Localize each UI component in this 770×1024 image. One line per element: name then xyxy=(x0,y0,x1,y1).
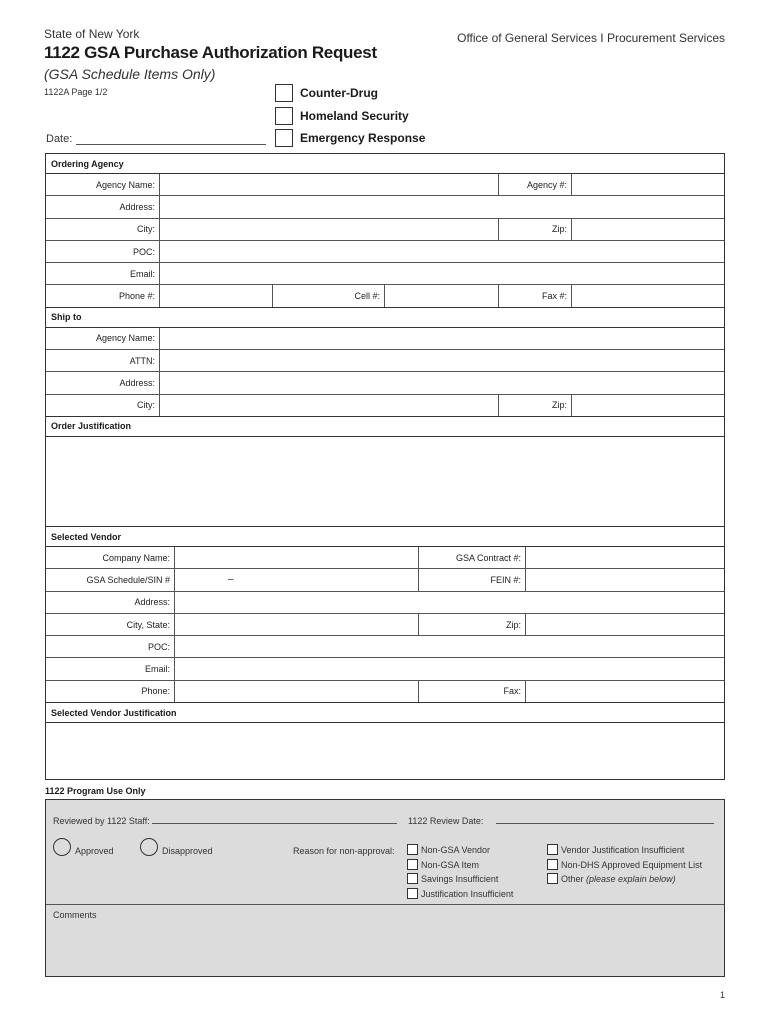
vendor-schedule-input[interactable]: – xyxy=(175,569,419,590)
vendor-schedule-label: GSA Schedule/SIN # xyxy=(46,569,175,590)
checkbox-row-homeland-security xyxy=(275,105,425,127)
vendor-zip-label: Zip: xyxy=(419,614,526,635)
ship-attn-row xyxy=(46,350,724,372)
agency-cell-input[interactable] xyxy=(385,285,499,306)
review-date-field xyxy=(408,816,714,826)
form-subtitle: (GSA Schedule Items Only) xyxy=(44,66,216,82)
checkbox-row-counter-drug xyxy=(275,82,425,104)
justification-insufficient-checkbox[interactable] xyxy=(407,888,418,899)
vendor-email-row xyxy=(46,658,724,680)
vendor-email-input[interactable] xyxy=(175,658,724,679)
ship-city-row xyxy=(46,395,724,417)
program-use-panel xyxy=(45,799,725,977)
ordering-agency-header: Ordering Agency xyxy=(46,154,724,174)
agency-cell-label: Cell #: xyxy=(273,285,385,306)
vendor-city-input[interactable] xyxy=(175,614,419,635)
reviewed-by-label: Reviewed by 1122 Staff: xyxy=(53,816,150,826)
date-input[interactable] xyxy=(76,134,266,145)
vendor-justification-header: Selected Vendor Justification xyxy=(46,703,724,723)
vendor-section xyxy=(45,527,725,780)
state-label: State of New York xyxy=(44,27,140,41)
agency-address-input[interactable] xyxy=(160,196,724,217)
agency-city-row xyxy=(46,219,724,241)
reason-non-gsa-vendor: Non-GSA Vendor xyxy=(407,844,513,859)
reason-non-gsa-item: Non-GSA Item xyxy=(407,859,513,874)
homeland-security-label: Homeland Security xyxy=(300,108,409,123)
vendor-poc-label: POC: xyxy=(46,636,175,657)
agency-city-label: City: xyxy=(46,219,160,240)
approved-label: Approved xyxy=(75,846,114,856)
vendor-email-label: Email: xyxy=(46,658,175,679)
vendor-fein-label: FEIN #: xyxy=(419,569,526,590)
emergency-response-checkbox[interactable] xyxy=(275,129,293,147)
agency-address-row xyxy=(46,196,724,218)
agency-phone-row xyxy=(46,285,724,307)
ship-agency-name-input[interactable] xyxy=(160,328,724,349)
agency-phone-label: Phone #: xyxy=(46,285,160,306)
reason-other: Other (please explain below) xyxy=(547,873,702,888)
non-gsa-vendor-checkbox[interactable] xyxy=(407,844,418,855)
program-use-title: 1122 Program Use Only xyxy=(45,786,146,796)
ship-attn-input[interactable] xyxy=(160,350,724,371)
ship-zip-label: Zip: xyxy=(499,395,572,416)
order-justification-header: Order Justification xyxy=(46,417,724,437)
agency-fax-label: Fax #: xyxy=(499,285,572,306)
reason-savings-insufficient: Savings Insufficient xyxy=(407,873,513,888)
agency-poc-label: POC: xyxy=(46,241,160,262)
ship-to-header: Ship to xyxy=(46,308,724,328)
date-field xyxy=(46,133,266,145)
agency-number-input[interactable] xyxy=(572,174,724,195)
comments-label: Comments xyxy=(53,910,97,920)
agency-name-row xyxy=(46,174,724,196)
vendor-fax-input[interactable] xyxy=(526,681,724,702)
agency-poc-input[interactable] xyxy=(160,241,724,262)
vendor-zip-input[interactable] xyxy=(526,614,724,635)
agency-poc-row xyxy=(46,241,724,263)
reviewed-by-field xyxy=(53,816,397,826)
vendor-justification-input[interactable] xyxy=(46,723,724,779)
emergency-response-label: Emergency Response xyxy=(300,131,426,145)
vendor-company-row xyxy=(46,547,724,569)
vendor-phone-label: Phone: xyxy=(46,681,175,702)
reasons-right xyxy=(547,844,702,888)
vendor-company-label: Company Name: xyxy=(46,547,175,568)
counter-drug-label: Counter-Drug xyxy=(300,86,378,100)
non-dhs-equipment-checkbox[interactable] xyxy=(547,859,558,870)
reason-label: Reason for non-approval: xyxy=(293,846,395,856)
vendor-address-input[interactable] xyxy=(175,592,724,613)
approved-radio[interactable] xyxy=(53,838,71,856)
office-label: Office of General Services I Procurement Services xyxy=(457,31,725,45)
agency-section xyxy=(45,153,725,527)
page-number: 1 xyxy=(719,990,725,1000)
vendor-justification-checkbox[interactable] xyxy=(547,844,558,855)
vendor-address-row xyxy=(46,592,724,614)
ship-city-input[interactable] xyxy=(160,395,499,416)
agency-number-label: Agency #: xyxy=(499,174,572,195)
agency-fax-input[interactable] xyxy=(572,285,724,306)
disapproved-label: Disapproved xyxy=(162,846,213,856)
reviewed-by-input[interactable] xyxy=(152,816,397,824)
vendor-fax-label: Fax: xyxy=(419,681,526,702)
reason-justification-insufficient: Justification Insufficient xyxy=(407,888,513,903)
agency-email-label: Email: xyxy=(46,263,160,284)
vendor-poc-input[interactable] xyxy=(175,636,724,657)
non-gsa-item-checkbox[interactable] xyxy=(407,859,418,870)
comments-input[interactable] xyxy=(46,904,724,976)
disapproved-radio[interactable] xyxy=(140,838,158,856)
ship-address-row xyxy=(46,372,724,394)
reasons-left xyxy=(407,844,513,902)
ship-address-input[interactable] xyxy=(160,372,724,393)
agency-name-input[interactable] xyxy=(160,174,499,195)
category-checkboxes xyxy=(275,82,425,150)
reason-non-dhs-equipment: Non-DHS Approved Equipment List xyxy=(547,859,702,874)
vendor-phone-input[interactable] xyxy=(175,681,419,702)
ship-agency-name-label: Agency Name: xyxy=(46,328,160,349)
agency-zip-label: Zip: xyxy=(499,219,572,240)
order-justification-input[interactable] xyxy=(46,437,724,526)
form-title: 1122 GSA Purchase Authorization Request xyxy=(44,43,377,62)
vendor-contract-label: GSA Contract #: xyxy=(419,547,526,568)
date-label: Date: xyxy=(46,133,73,145)
agency-phone-input[interactable] xyxy=(160,285,273,306)
reason-vendor-justification: Vendor Justification Insufficient xyxy=(547,844,702,859)
checkbox-row-emergency-response xyxy=(275,127,425,149)
page-reference: 1122A Page 1/2 xyxy=(44,87,108,97)
vendor-city-label: City, State: xyxy=(46,614,175,635)
other-checkbox[interactable] xyxy=(547,873,558,884)
other-note: (please explain below) xyxy=(586,874,676,884)
homeland-security-checkbox[interactable] xyxy=(275,107,293,125)
agency-city-input[interactable] xyxy=(160,219,499,240)
vendor-poc-row xyxy=(46,636,724,658)
counter-drug-checkbox[interactable] xyxy=(275,84,293,102)
ship-attn-label: ATTN: xyxy=(46,350,160,371)
agency-name-label: Agency Name: xyxy=(46,174,160,195)
review-date-input[interactable] xyxy=(496,816,714,824)
agency-email-input[interactable] xyxy=(160,263,724,284)
vendor-schedule-row xyxy=(46,569,724,591)
vendor-phone-row xyxy=(46,681,724,703)
vendor-address-label: Address: xyxy=(46,592,175,613)
ship-city-label: City: xyxy=(46,395,160,416)
agency-zip-input[interactable] xyxy=(572,219,724,240)
vendor-company-input[interactable] xyxy=(175,547,419,568)
ship-zip-input[interactable] xyxy=(572,395,724,416)
selected-vendor-header: Selected Vendor xyxy=(46,527,724,547)
review-date-label: 1122 Review Date: xyxy=(408,816,484,826)
savings-insufficient-checkbox[interactable] xyxy=(407,873,418,884)
vendor-city-row xyxy=(46,614,724,636)
vendor-contract-input[interactable] xyxy=(526,547,724,568)
vendor-fein-input[interactable] xyxy=(526,569,724,590)
ship-address-label: Address: xyxy=(46,372,160,393)
agency-email-row xyxy=(46,263,724,285)
agency-address-label: Address: xyxy=(46,196,160,217)
ship-agency-name-row xyxy=(46,328,724,350)
